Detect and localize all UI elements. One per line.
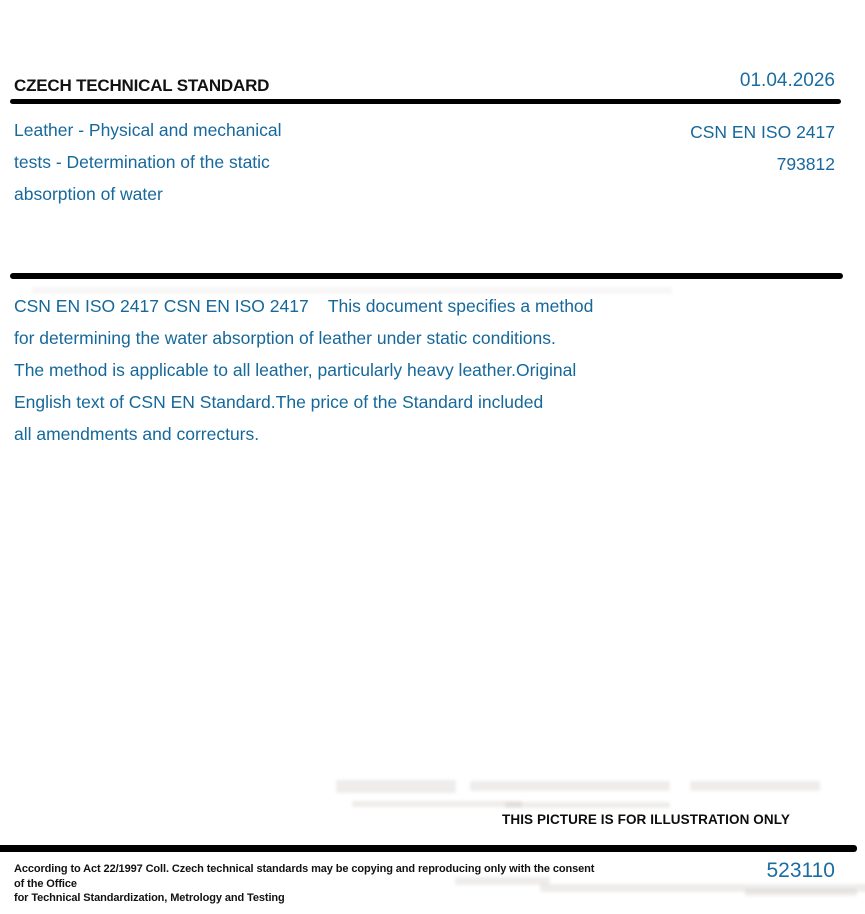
- abstract-text: [14, 290, 593, 450]
- copyright-notice-line: According to Act 22/1997 Coll. Czech technical standards may be copying and reproducing only with the consent of the Office: [14, 863, 595, 890]
- standard-code: CSN EN ISO 2417: [690, 122, 835, 142]
- ghost-text-artifact: [690, 781, 820, 791]
- standard-title-line: Leather - Physical and mechanical: [14, 120, 282, 140]
- catalog-number: 793812: [776, 154, 835, 174]
- header-divider: [10, 99, 841, 104]
- section-divider: [10, 273, 843, 279]
- standard-title: [14, 114, 282, 210]
- ghost-text-artifact: [505, 802, 670, 808]
- footer-divider: [0, 845, 857, 852]
- abstract-line: CSN EN ISO 2417 CSN EN ISO 2417 This document specifies a method: [14, 296, 594, 316]
- document-number: 523110: [766, 859, 835, 882]
- abstract-line: for determining the water absorption of leather under static conditions.: [14, 328, 556, 348]
- ghost-text-artifact: [745, 889, 857, 896]
- standard-title-line: absorption of water: [14, 184, 163, 204]
- effective-date: 01.04.2026: [739, 70, 835, 91]
- document-type-heading: CZECH TECHNICAL STANDARD: [14, 76, 270, 95]
- ghost-text-artifact: [470, 781, 670, 791]
- ghost-text-artifact: [455, 877, 550, 885]
- ghost-text-artifact: [336, 780, 456, 793]
- abstract-line: all amendments and correcturs.: [14, 424, 260, 444]
- abstract-line: The method is applicable to all leather, particularly heavy leather.Original: [14, 360, 577, 380]
- standard-reference-block: [690, 116, 835, 180]
- abstract-line: English text of CSN EN Standard.The price of the Standard included: [14, 392, 544, 412]
- copyright-notice-line: for Technical Standardization, Metrology and Testing: [14, 892, 285, 904]
- ghost-text-artifact: [352, 801, 522, 807]
- standard-title-line: tests - Determination of the static: [14, 152, 270, 172]
- illustration-disclaimer: THIS PICTURE IS FOR ILLUSTRATION ONLY: [502, 812, 790, 827]
